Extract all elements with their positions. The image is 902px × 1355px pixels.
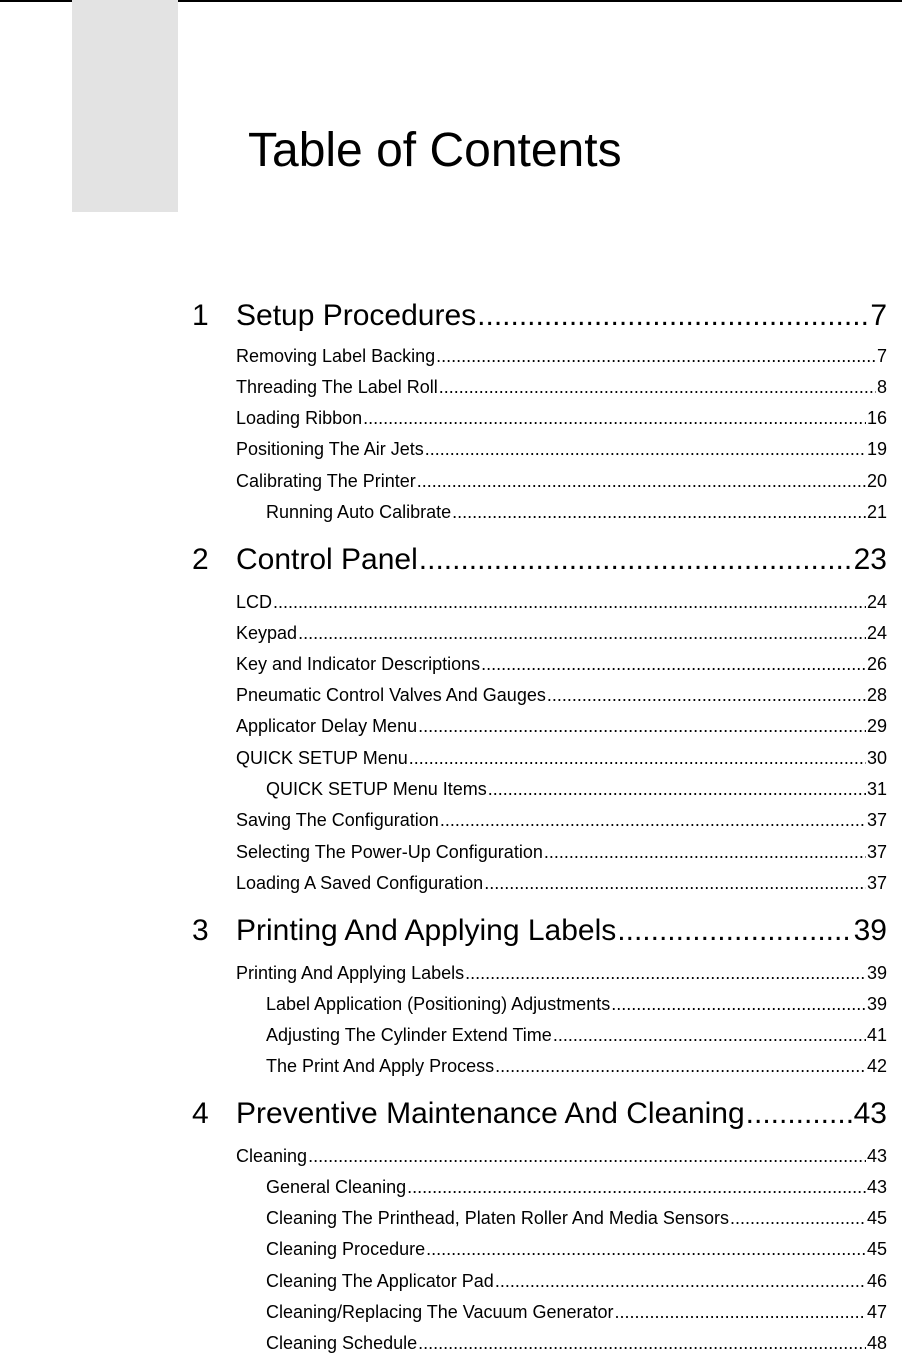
entry-title: QUICK SETUP Menu Items: [266, 779, 487, 799]
entry-title: Positioning The Air Jets: [236, 439, 424, 459]
toc-entry[interactable]: [236, 841, 887, 863]
toc-subentry[interactable]: [266, 1270, 887, 1292]
entry-title: Cleaning/Replacing The Vacuum Generator: [266, 1302, 614, 1322]
page-number: 24: [866, 592, 887, 612]
toc-entry[interactable]: [236, 872, 887, 894]
dot-leader: [419, 542, 853, 578]
page-number: 39: [866, 994, 887, 1014]
entry-title: Applicator Delay Menu: [236, 716, 418, 736]
page-number: 45: [866, 1208, 887, 1228]
dot-leader: [363, 407, 866, 429]
chapter-title: Printing And Applying Labels: [236, 914, 617, 947]
entry-title: Cleaning The Printhead, Platen Roller And Media Sensors: [266, 1208, 729, 1228]
dot-leader: [484, 872, 866, 894]
toc-entry[interactable]: [236, 684, 887, 706]
dot-leader: [452, 501, 866, 523]
page-number: 45: [866, 1239, 887, 1259]
chapter-title: Control Panel: [236, 543, 418, 576]
chapter-title: Preventive Maintenance And Cleaning: [236, 1097, 745, 1130]
page-number: 37: [866, 842, 887, 862]
page-number: 37: [866, 873, 887, 893]
toc-chapter[interactable]: [192, 298, 887, 334]
toc-subentry[interactable]: [266, 1301, 887, 1323]
entry-title: Key and Indicator Descriptions: [236, 654, 481, 674]
entry-title: Loading A Saved Configuration: [236, 873, 484, 893]
page-title: Table of Contents: [248, 124, 622, 177]
entry-title: Threading The Label Roll: [236, 377, 438, 397]
page-number: 43: [866, 1177, 887, 1197]
page-number: 23: [853, 543, 887, 576]
page-number: 37: [866, 810, 887, 830]
dot-leader: [425, 438, 866, 460]
toc-entry[interactable]: [236, 747, 887, 769]
toc-subentry[interactable]: [266, 501, 887, 523]
page-number: 42: [866, 1056, 887, 1076]
toc-subentry[interactable]: [266, 993, 887, 1015]
toc-subentry[interactable]: [266, 1332, 887, 1354]
page-number: 21: [866, 502, 887, 522]
page-number: 41: [866, 1025, 887, 1045]
page-number: 48: [866, 1333, 887, 1353]
page-number: 26: [866, 654, 887, 674]
dot-leader: [418, 715, 866, 737]
page-number: 8: [876, 377, 887, 397]
chapter-number: 2: [192, 543, 209, 576]
dot-leader: [488, 778, 866, 800]
toc-chapter[interactable]: [192, 542, 887, 578]
dot-leader: [308, 1145, 866, 1167]
toc-subentry[interactable]: [266, 1024, 887, 1046]
toc-subentry[interactable]: [266, 778, 887, 800]
toc-chapter[interactable]: [192, 913, 887, 949]
page-number: 28: [866, 685, 887, 705]
dot-leader: [298, 622, 866, 644]
dot-leader: [547, 684, 866, 706]
page-number: 7: [870, 299, 887, 332]
entry-title: LCD: [236, 592, 273, 612]
page-number: 30: [866, 748, 887, 768]
page-number: 43: [866, 1146, 887, 1166]
page-number: 43: [853, 1097, 887, 1130]
toc-chapter[interactable]: [192, 1096, 887, 1132]
toc-entry[interactable]: [236, 470, 887, 492]
page-number: 29: [866, 716, 887, 736]
toc-entry[interactable]: [236, 715, 887, 737]
toc-entry[interactable]: [236, 809, 887, 831]
entry-title: Cleaning Procedure: [266, 1239, 426, 1259]
toc-entry[interactable]: [236, 1145, 887, 1167]
entry-title: Selecting The Power-Up Configuration: [236, 842, 543, 862]
toc-entry[interactable]: [236, 376, 887, 398]
toc-entry[interactable]: [236, 653, 887, 675]
dot-leader: [418, 1332, 866, 1354]
entry-title: Keypad: [236, 623, 298, 643]
toc-entry[interactable]: [236, 622, 887, 644]
dot-leader: [440, 809, 866, 831]
page-number: 16: [866, 408, 887, 428]
entry-title: The Print And Apply Process: [266, 1056, 495, 1076]
entry-title: Loading Ribbon: [236, 408, 363, 428]
page-number: 20: [866, 471, 887, 491]
page-number: 39: [866, 963, 887, 983]
dot-leader: [407, 1176, 866, 1198]
toc-entry[interactable]: [236, 438, 887, 460]
entry-title: Cleaning: [236, 1146, 308, 1166]
dot-leader: [611, 993, 866, 1015]
dot-leader: [481, 653, 866, 675]
page-number: 46: [866, 1271, 887, 1291]
page-number: 19: [866, 439, 887, 459]
dot-leader: [409, 747, 866, 769]
toc-entry[interactable]: [236, 345, 887, 367]
entry-title: Calibrating The Printer: [236, 471, 416, 491]
entry-title: Printing And Applying Labels: [236, 963, 465, 983]
dot-leader: [495, 1055, 866, 1077]
toc-subentry[interactable]: [266, 1176, 887, 1198]
dot-leader: [495, 1270, 866, 1292]
entry-title: Cleaning The Applicator Pad: [266, 1271, 494, 1291]
entry-title: Running Auto Calibrate: [266, 502, 452, 522]
toc-subentry[interactable]: [266, 1207, 887, 1229]
entry-title: Removing Label Backing: [236, 346, 436, 366]
dot-leader: [477, 298, 869, 334]
dot-leader: [436, 345, 876, 367]
page-number: 24: [866, 623, 887, 643]
dot-leader: [273, 591, 866, 613]
entry-title: Cleaning Schedule: [266, 1333, 418, 1353]
dot-leader: [730, 1207, 866, 1229]
dot-leader: [426, 1238, 866, 1260]
dot-leader: [544, 841, 866, 863]
chapter-number: 1: [192, 299, 209, 332]
entry-title: Pneumatic Control Valves And Gauges: [236, 685, 546, 705]
toc-subentry[interactable]: [266, 1055, 887, 1077]
entry-title: Adjusting The Cylinder Extend Time: [266, 1025, 552, 1045]
entry-title: Label Application (Positioning) Adjustments: [266, 994, 611, 1014]
page-number: 31: [866, 779, 887, 799]
toc-entry[interactable]: [236, 407, 887, 429]
dot-leader: [553, 1024, 866, 1046]
page-number: 47: [866, 1302, 887, 1322]
entry-title: General Cleaning: [266, 1177, 407, 1197]
entry-title: Saving The Configuration: [236, 810, 439, 830]
dot-leader: [417, 470, 866, 492]
chapter-number: 3: [192, 914, 209, 947]
toc-entry[interactable]: [236, 962, 887, 984]
chapter-number: 4: [192, 1097, 209, 1130]
dot-leader: [746, 1096, 853, 1132]
page-number: 39: [853, 914, 887, 947]
dot-leader: [615, 1301, 866, 1323]
page-number: 7: [876, 346, 887, 366]
toc-entry[interactable]: [236, 591, 887, 613]
dot-leader: [439, 376, 876, 398]
entry-title: QUICK SETUP Menu: [236, 748, 408, 768]
chapter-title: Setup Procedures: [236, 299, 477, 332]
dot-leader: [617, 913, 852, 949]
dot-leader: [465, 962, 866, 984]
toc-subentry[interactable]: [266, 1238, 887, 1260]
